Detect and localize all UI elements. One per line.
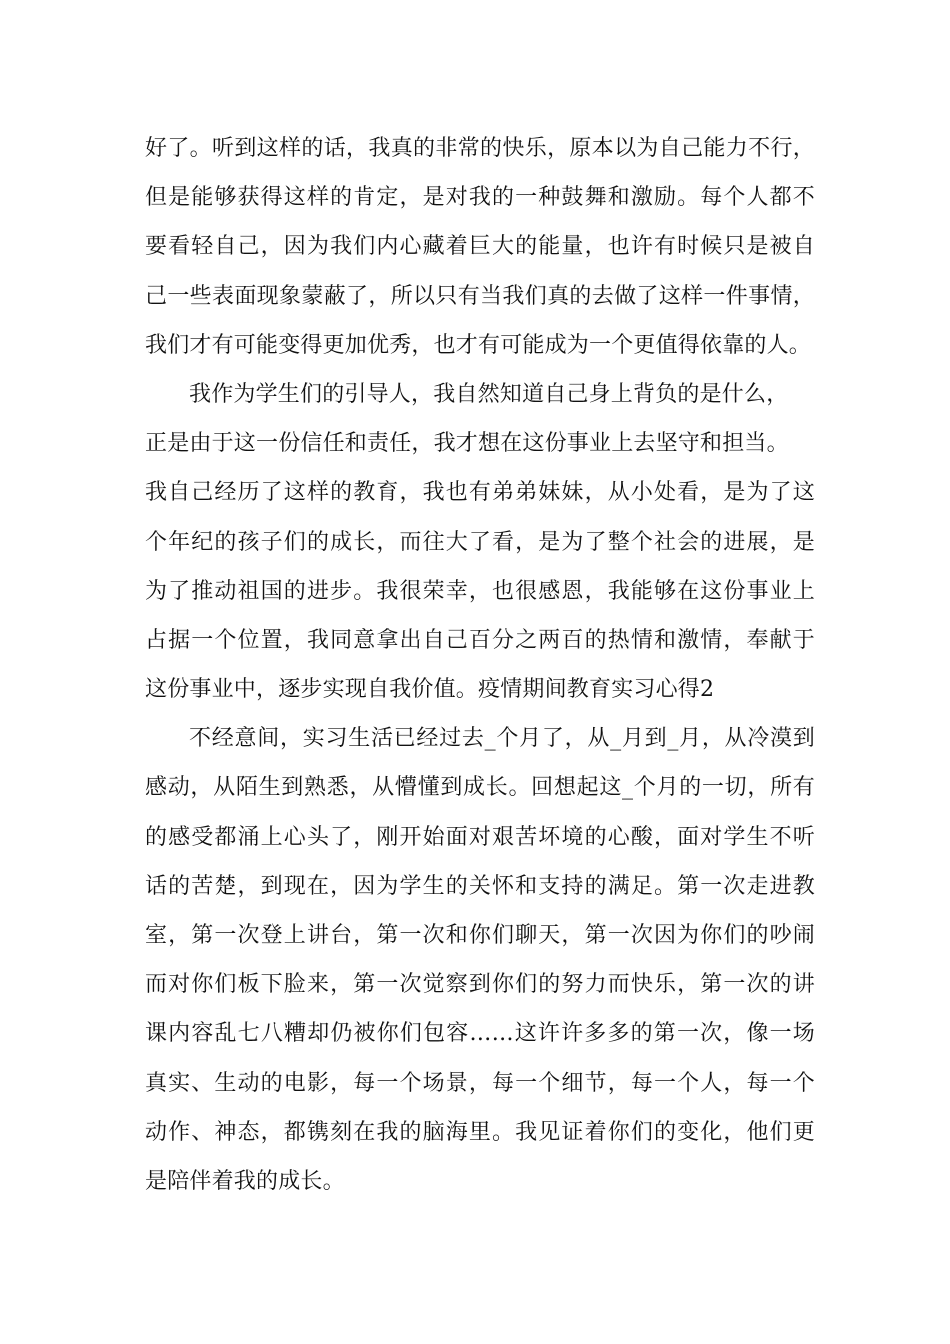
text-line: 动作、神态，都镌刻在我的脑海里。我见证着你们的变化，他们更 [145,1119,815,1145]
text-line: 个年纪的孩子们的成长，而往大了看，是为了整个社会的进展，是 [145,529,815,555]
text-line: 的感受都涌上心头了，刚开始面对艰苦坏境的心酸，面对学生不听 [145,824,815,850]
text-line: 室，第一次登上讲台，第一次和你们聊天，第一次因为你们的吵闹 [145,923,815,948]
text-line: 是陪伴着我的成长。 [145,1168,345,1194]
document-body [145,124,815,1206]
text-line: 真实、生动的电影，每一个场景，每一个细节，每一个人，每一个 [145,1070,815,1096]
text-line: 课内容乱七八糟却仍被你们包容……这许许多多的第一次，像一场 [145,1021,815,1047]
text-line: 我们才有可能变得更加优秀，也才有可能成为一个更值得依靠的人。 [145,332,812,358]
text-line: 要看轻自己，因为我们内心藏着巨大的能量，也许有时候只是被自 [145,234,815,260]
text-line: 好了。听到这样的话，我真的非常的快乐，原本以为自己能力不行， [145,136,815,161]
text-line: 话的苦楚，到现在，因为学生的关怀和支持的满足。第一次走进教 [145,873,815,899]
text-line: 己一些表面现象蒙蔽了，所以只有当我们真的去做了这样一件事情， [145,283,815,309]
text-line: 我自己经历了这样的教育，我也有弟弟妹妹，从小处看，是为了这 [145,480,815,506]
text-line: 这份事业中，逐步实现自我价值。疫情期间教育实习心得2 [145,677,715,703]
text-line: 感动，从陌生到熟悉，从懵懂到成长。回想起这_个月的一切，所有 [145,775,815,801]
text-line: 正是由于这一份信任和责任，我才想在这份事业上去坚守和担当。 [145,431,789,457]
text-line: 我作为学生们的引导人，我自然知道自己身上背负的是什么， [189,381,789,407]
text-line: 为了推动祖国的进步。我很荣幸，也很感恩，我能够在这份事业上 [145,578,815,604]
text-line: 但是能够获得这样的肯定，是对我的一种鼓舞和激励。每个人都不 [145,185,815,211]
text-line: 占据一个位置，我同意拿出自己百分之两百的热情和激情，奉献于 [145,627,815,653]
text-line: 不经意间，实习生活已经过去_个月了，从_月到_月，从冷漠到 [189,726,815,752]
text-line: 而对你们板下脸来，第一次觉察到你们的努力而快乐，第一次的讲 [145,972,815,998]
